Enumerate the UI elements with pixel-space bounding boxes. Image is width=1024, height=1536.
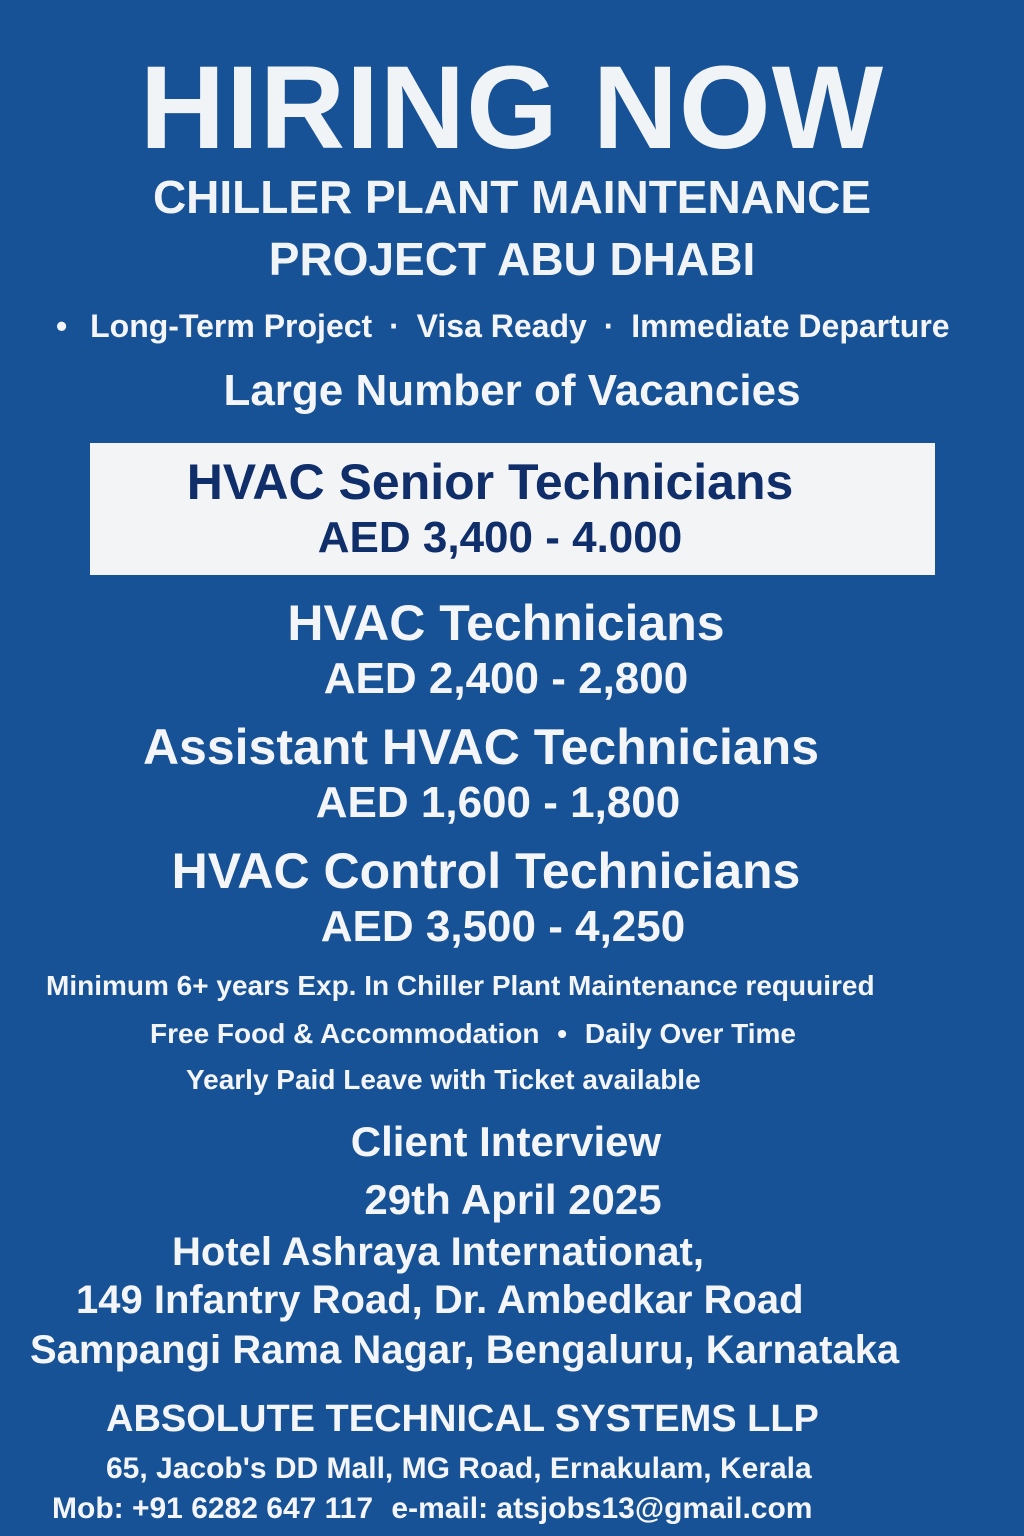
vacancies-heading: Large Number of Vacancies	[223, 366, 801, 415]
highlight-item: Visa Ready	[416, 308, 587, 344]
position-salary: AED 2,400 - 2,800	[323, 654, 689, 703]
position-title: Assistant HVAC Technicians	[142, 719, 820, 775]
experience-requirement: Minimum 6+ years Exp. In Chiller Plant Maintenance requuired	[46, 970, 875, 1001]
contact-line	[52, 1492, 812, 1526]
interview-date: 29th April 2025	[364, 1176, 662, 1223]
interview-venue: Hotel Ashraya Internationat,	[172, 1230, 704, 1274]
company-name: ABSOLUTE TECHNICAL SYSTEMS LLP	[106, 1398, 819, 1440]
company-address: 65, Jacob's DD Mall, MG Road, Ernakulam, Kerala	[106, 1452, 812, 1485]
separator-dot: ·	[389, 308, 400, 344]
leave-benefit: Yearly Paid Leave with Ticket available	[186, 1064, 701, 1095]
position-salary: AED 3,400 - 4.000	[317, 513, 683, 562]
highlight-item: Immediate Departure	[631, 308, 950, 344]
project-title-line1: CHILLER PLANT MAINTENANCE	[152, 171, 872, 223]
position-title: HVAC Technicians	[287, 595, 725, 651]
highlights-list	[56, 308, 950, 345]
position-title: HVAC Senior Technicians	[186, 454, 794, 510]
mobile-number: Mob: +91 6282 647 117	[52, 1492, 374, 1525]
interview-label: Client Interview	[350, 1118, 662, 1165]
project-title-line2: PROJECT ABU DHABI	[268, 233, 756, 285]
interview-address-line1: 149 Infantry Road, Dr. Ambedkar Road	[76, 1278, 804, 1322]
featured-position-box	[90, 443, 935, 575]
position-salary: AED 1,600 - 1,800	[315, 778, 681, 827]
position-salary: AED 3,500 - 4,250	[320, 902, 686, 951]
position-title: HVAC Control Technicians	[171, 843, 801, 899]
benefit-item: Free Food & Accommodation	[150, 1018, 540, 1049]
benefits-line	[150, 1018, 796, 1050]
separator-dot: ·	[603, 308, 615, 344]
email-address: e-mail: atsjobs13@gmail.com	[391, 1492, 813, 1525]
interview-address-line2: Sampangi Rama Nagar, Bengaluru, Karnataka	[30, 1328, 900, 1372]
headline: HIRING NOW	[139, 42, 885, 174]
benefit-item: Daily Over Time	[584, 1018, 796, 1049]
bullet-icon: •	[56, 308, 68, 344]
separator-dot: •	[557, 1018, 568, 1049]
highlight-item: Long-Term Project	[90, 308, 373, 344]
